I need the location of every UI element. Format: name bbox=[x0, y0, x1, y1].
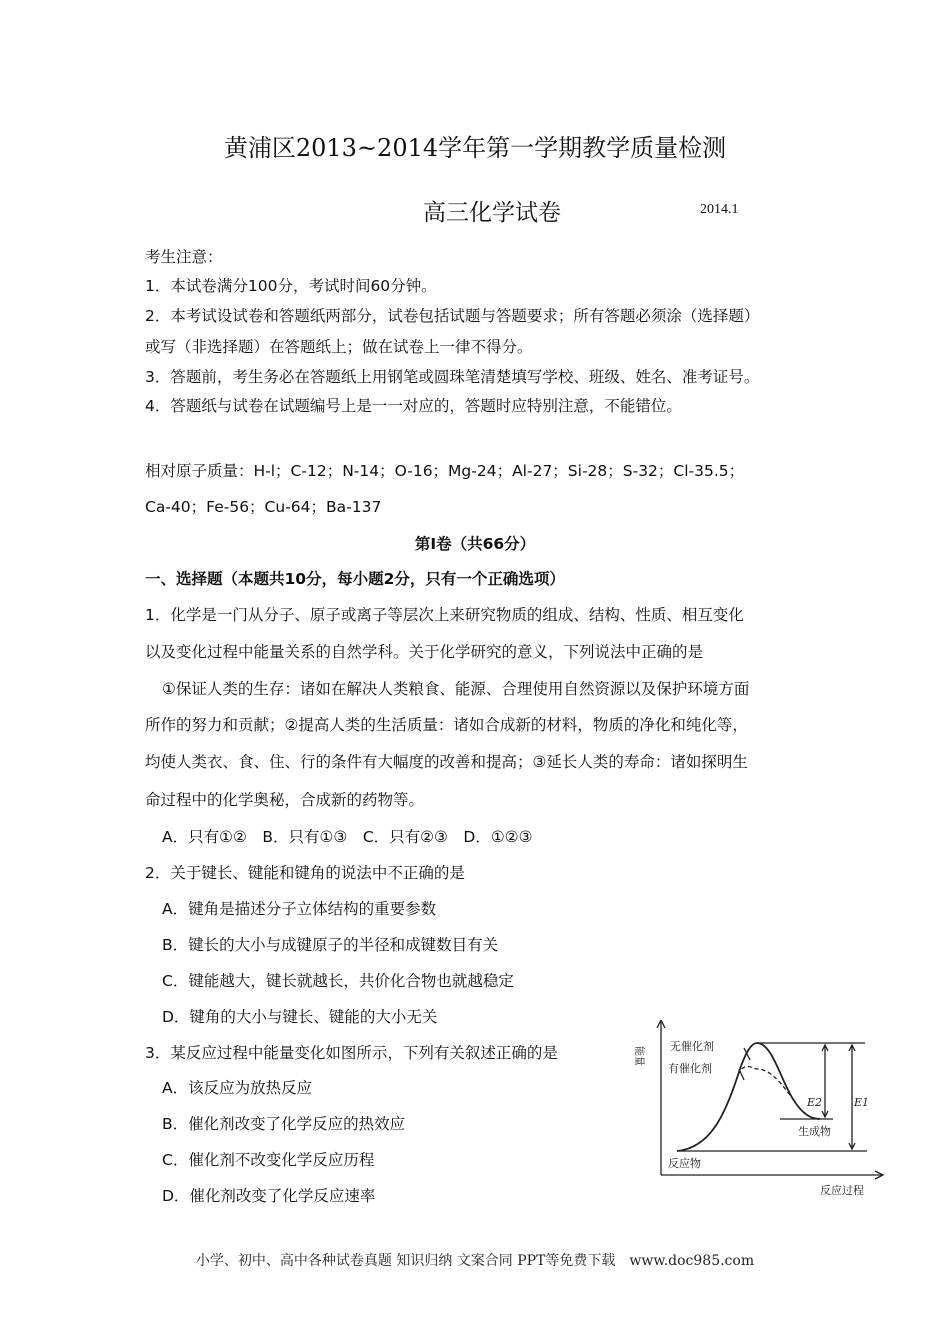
question-1-line: 1．化学是一门从分子、原子或离子等层次上来研究物质的组成、结构、性质、相互变化 bbox=[145, 606, 744, 624]
question-3-stem: 3．某反应过程中能量变化如图所示，下列有关叙述正确的是 bbox=[145, 1044, 558, 1062]
notice-heading: 考生注意： bbox=[145, 248, 223, 266]
e1-label: E1 bbox=[854, 1096, 870, 1109]
e2-label: E2 bbox=[807, 1096, 823, 1109]
question-1-line: ①保证人类的生存：诸如在解决人类粮食、能源、合理使用自然资源以及保护环境方面 bbox=[162, 680, 750, 698]
atomic-mass: 相对原子质量：H-l；C-12；N-14；O-16；Mg-24；Al-27；Si-28；S-32；Cl-35.5； bbox=[145, 462, 745, 480]
notice-line: 3．答题前，考生务必在答题纸上用钢笔或圆珠笔清楚填写学校、班级、姓名、准考证号。 bbox=[145, 368, 760, 386]
exam-date: 2014.1 bbox=[700, 202, 739, 217]
product-label: 生成物 bbox=[798, 1125, 831, 1138]
catalyst-label: 有催化剂 bbox=[668, 1062, 712, 1075]
question-3-option: A．该反应为放热反应 bbox=[162, 1079, 313, 1097]
question-2-option: A．键角是描述分子立体结构的重要参数 bbox=[162, 900, 437, 918]
notice-line: 1．本试卷满分100分，考试时间60分钟。 bbox=[145, 277, 437, 295]
question-1-line: 所作的努力和贡献；②提高人类的生活质量：诸如合成新的材料，物质的净化和纯化等， bbox=[145, 716, 748, 734]
atomic-mass: Ca-40；Fe-56；Cu-64；Ba-137 bbox=[145, 498, 382, 516]
question-3-option: B．催化剂改变了化学反应的热效应 bbox=[162, 1115, 406, 1133]
no-catalyst-label: 无催化剂 bbox=[670, 1040, 714, 1053]
notice-line: 4．答题纸与试卷在试题编号上是一一对应的，答题时应特别注意，不能错位。 bbox=[145, 397, 682, 415]
question-2-option: D．键角的大小与键长、键能的大小无关 bbox=[162, 1008, 438, 1026]
question-3-option: C．催化剂不改变化学反应历程 bbox=[162, 1151, 375, 1169]
part1-title: 第I卷（共66分） bbox=[414, 535, 536, 553]
x-axis-label: 反应过程 bbox=[820, 1184, 864, 1197]
question-1-options: A．只有①② B．只有①③ C．只有②③ D．①②③ bbox=[162, 828, 533, 846]
question-1-line: 命过程中的化学奥秘，合成新的药物等。 bbox=[145, 791, 425, 809]
e2-arrow bbox=[822, 1045, 828, 1117]
question-1-line: 以及变化过程中能量关系的自然学科。关于化学研究的意义，下列说法中正确的是 bbox=[145, 643, 704, 661]
footer: 小学、初中、高中各种试卷真题 知识归纳 文案合同 PPT等免费下载 www.doc985.com bbox=[195, 1253, 755, 1269]
question-2-option: C．键能越大，键长就越长，共价化合物也就越稳定 bbox=[162, 972, 514, 990]
question-2-stem: 2．关于键长、键能和键角的说法中不正确的是 bbox=[145, 864, 465, 882]
reactant-label: 反应物 bbox=[668, 1157, 701, 1170]
energy-diagram bbox=[620, 1020, 910, 1200]
exam-title: 黄浦区2013~2014学年第一学期教学质量检测 bbox=[223, 134, 727, 162]
y-axis-label: 能量 bbox=[633, 1046, 644, 1066]
question-2-option: B．键长的大小与成键原子的半径和成键数目有关 bbox=[162, 936, 499, 954]
exam-subtitle: 高三化学试卷 bbox=[423, 200, 561, 226]
catalyst-curve bbox=[738, 1066, 790, 1095]
question-3-option: D．催化剂改变了化学反应速率 bbox=[162, 1187, 376, 1205]
notice-line: 2．本考试设试卷和答题纸两部分，试卷包括试题与答题要求；所有答题必须涂（选择题） bbox=[145, 307, 760, 325]
question-1-line: 均使人类衣、食、住、行的条件有大幅度的改善和提高；③延长人类的寿命：诸如探明生 bbox=[145, 753, 748, 771]
notice-line: 或写（非选择题）在答题纸上；做在试卷上一律不得分。 bbox=[145, 338, 533, 356]
label-leader bbox=[739, 1069, 744, 1080]
section1-title: 一、选择题（本题共10分，每小题2分，只有一个正确选项） bbox=[145, 570, 565, 588]
